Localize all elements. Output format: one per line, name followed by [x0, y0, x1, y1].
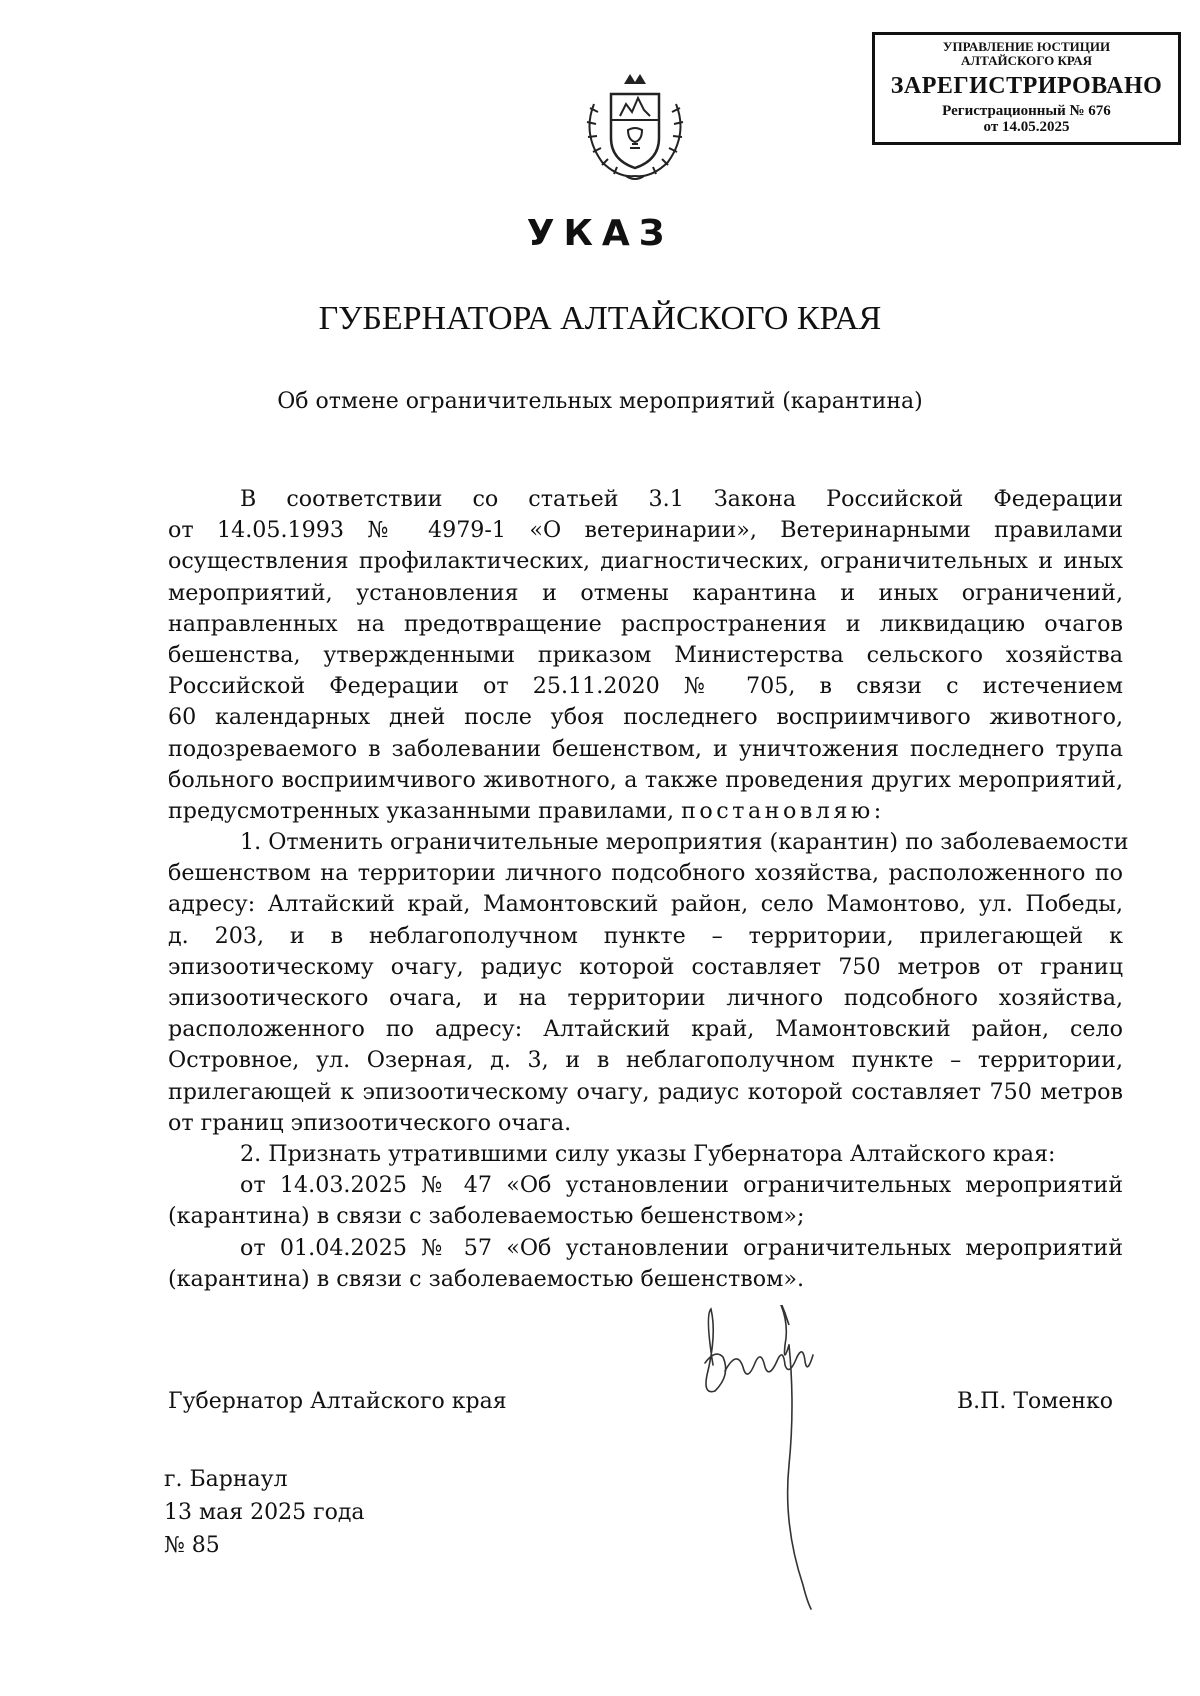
stamp-reg-date: от 14.05.2025 — [983, 119, 1070, 136]
item1-line: д. 203, и в неблагополучном пункте – территории, прилегающей к — [168, 922, 1123, 949]
document-issuer: ГУБЕРНАТОРА АЛТАЙСКОГО КРАЯ — [318, 300, 882, 337]
preamble-line: от 14.05.1993 № 4979-1 «О ветеринарии», Ветеринарными правилами — [168, 517, 1123, 544]
decree-number: № 85 — [164, 1533, 220, 1558]
issue-date: 13 мая 2025 года — [164, 1500, 365, 1525]
document-body — [168, 484, 1129, 1295]
stamp-authority-line2: АЛТАЙСКОГО КРАЯ — [961, 53, 1092, 69]
item1-line: расположенного по адресу: Алтайский край, Мамонтовский район, село — [168, 1016, 1123, 1043]
altai-krai-coat-of-arms-icon — [580, 64, 690, 184]
document-type: УКАЗ — [526, 213, 674, 254]
preamble-line: бешенства, утвержденными приказом Министерства сельского хозяйства — [168, 641, 1123, 668]
preamble-line: В соответствии со статьей 3.1 Закона Российской Федерации — [240, 486, 1123, 512]
decree-word: постановляю: — [681, 797, 885, 824]
stamp-reg-number: Регистрационный № 676 — [942, 102, 1111, 119]
item1-line: Островное, ул. Озерная, д. 3, и в неблагополучном пункте – территории, — [168, 1047, 1123, 1074]
item1-line: бешенством на территории личного подсобного хозяйства, расположенного по — [168, 860, 1123, 887]
preamble-line: 60 календарных дней после убоя последнего восприимчивого животного, — [168, 704, 1123, 731]
preamble-line: направленных на предотвращение распространения и ликвидацию очагов — [168, 610, 1123, 637]
item2-repealed-a-line1: от 14.03.2025 № 47 «Об установлении ограничительных мероприятий — [240, 1172, 1123, 1199]
preamble-line: больного восприимчивого животного, а также проведения других мероприятий, — [168, 766, 1123, 793]
item1-line: эпизоотическому очагу, радиус которой составляет 750 метров от границ — [168, 953, 1123, 980]
stamp-status: ЗАРЕГИСТРИРОВАНО — [890, 72, 1163, 99]
signatory-name: В.П. Томенко — [957, 1389, 1114, 1414]
preamble-last-text: предусмотренных указанными правилами, — [168, 797, 675, 824]
document-title: Об отмене ограничительных мероприятий (карантина) — [277, 389, 923, 414]
preamble-line: подозреваемого в заболевании бешенством, и уничтожения последнего трупа — [168, 735, 1123, 762]
item2-repealed-a-line2: (карантина) в связи с заболеваемостью бешенством»; — [168, 1203, 805, 1230]
issue-city: г. Барнаул — [164, 1467, 288, 1492]
item1-last-line: от границ эпизоотического очага. — [168, 1109, 572, 1136]
handwritten-signature — [685, 1305, 855, 1615]
item1-line: 1. Отменить ограничительные мероприятия (карантин) по заболеваемости — [240, 829, 1129, 856]
preamble-line: мероприятий, установления и отмены карантина и иных ограничений, — [168, 579, 1123, 606]
stamp-authority-line1: УПРАВЛЕНИЕ ЮСТИЦИИ — [942, 39, 1111, 54]
issue-details — [164, 1463, 365, 1562]
preamble-last-line — [168, 796, 1123, 827]
item2-repealed-b-line2: (карантина) в связи с заболеваемостью бешенством». — [168, 1265, 804, 1292]
preamble-line: осуществления профилактических, диагностических, ограничительных и иных — [168, 548, 1123, 575]
item1-line: эпизоотического очага, и на территории личного подсобного хозяйства, — [168, 985, 1123, 1011]
item2-intro: 2. Признать утратившими силу указы Губернатора Алтайского края: — [240, 1140, 1056, 1167]
item2-repealed-b-line1: от 01.04.2025 № 57 «Об установлении ограничительных мероприятий — [240, 1234, 1123, 1261]
signatory-position: Губернатор Алтайского края — [168, 1389, 507, 1414]
item1-line: адресу: Алтайский край, Мамонтовский район, село Мамонтово, ул. Победы, — [168, 891, 1123, 918]
item1-line: прилегающей к эпизоотическому очагу, радиус которой составляет 750 метров — [168, 1078, 1123, 1105]
preamble-line: Российской Федерации от 25.11.2020 № 705, в связи с истечением — [168, 673, 1123, 700]
registration-stamp — [872, 32, 1181, 145]
